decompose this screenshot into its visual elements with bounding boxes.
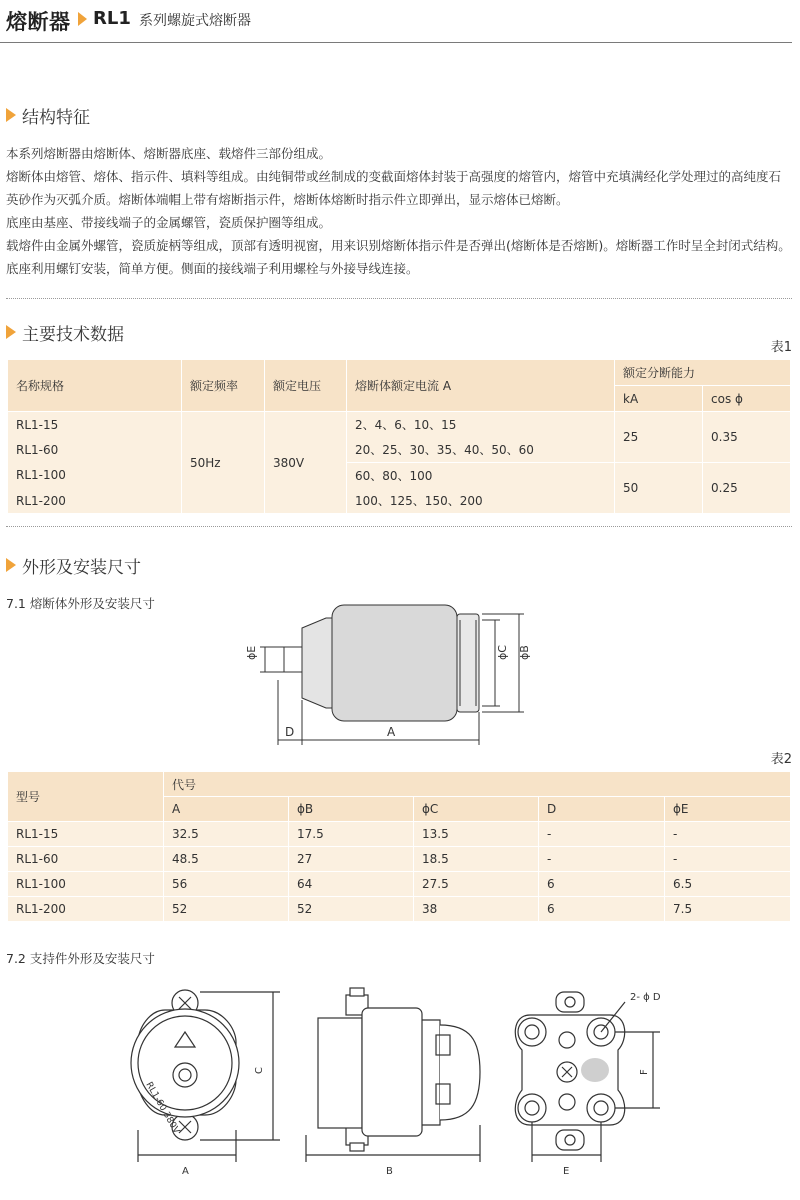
table1-label: 表1 <box>770 340 792 355</box>
fuse-link-diagram <box>230 600 540 750</box>
cell-cos: 0.25 <box>702 462 790 513</box>
end-contact <box>284 647 302 672</box>
cell-e: 6.5 <box>664 871 790 896</box>
dim-label-c: ϕC <box>496 645 509 660</box>
page-header <box>0 0 792 43</box>
section-arrow-icon <box>6 325 16 339</box>
support-diagram <box>0 980 800 1200</box>
cell-b: 52 <box>288 896 413 921</box>
cell-b: 27 <box>288 846 413 871</box>
cell-freq: 50Hz <box>181 411 264 513</box>
cell-e: 7.5 <box>664 896 790 921</box>
cell-cos: 0.35 <box>702 411 790 462</box>
header-subtitle: 系列螺旋式熔断器 <box>139 13 251 29</box>
th-freq: 额定频率 <box>181 360 264 411</box>
dimensions-table <box>8 772 790 921</box>
header-arrow-icon <box>78 12 87 26</box>
th-model: 型号 <box>8 772 163 821</box>
fuse-body <box>332 605 457 721</box>
subsection-7-2: 7.2 支持件外形及安装尺寸 <box>6 951 155 966</box>
cell-a: 48.5 <box>163 846 288 871</box>
cell-b: 17.5 <box>288 821 413 846</box>
th-code: 代号 <box>163 772 790 796</box>
dim-label-2d: 2- ϕ D <box>630 992 661 1003</box>
paragraph: 本系列熔断器由熔断体、熔断器底座、载熔件三部份组成。 <box>6 146 332 161</box>
dotted-divider <box>6 298 792 299</box>
cell-current: 100、125、150、200 <box>346 488 614 513</box>
dim-label-a: A <box>387 725 396 739</box>
dim-label-f: F <box>639 1069 650 1075</box>
th-cos: cos ϕ <box>702 385 790 411</box>
cell-current: 2、4、6、10、15 <box>346 411 614 437</box>
cell-model: RL1-200 <box>8 896 163 921</box>
dim-label-e: ϕE <box>245 645 258 660</box>
section-title: 主要技术数据 <box>22 325 124 345</box>
cell-model: RL1-15 <box>8 821 163 846</box>
th-c: ϕC <box>413 796 538 821</box>
cell-a: 32.5 <box>163 821 288 846</box>
cell-model: RL1-100 <box>8 871 163 896</box>
cell-name: RL1-200 <box>8 488 181 513</box>
dim-label-b: ϕB <box>518 645 531 660</box>
th-current: 熔断体额定电流 A <box>346 360 614 411</box>
cap-marking: RL1-60 380V <box>143 1080 182 1136</box>
side-view <box>306 988 480 1162</box>
dim-label-b: B <box>386 1166 393 1177</box>
cell-current: 60、80、100 <box>346 462 614 488</box>
table2-label: 表2 <box>770 752 792 767</box>
bottom-view <box>515 992 660 1162</box>
cell-c: 13.5 <box>413 821 538 846</box>
th-volt: 额定电压 <box>264 360 346 411</box>
section-arrow-icon <box>6 558 16 572</box>
paragraph: 底座由基座、带接线端子的金属螺管，瓷质保护圈等组成。 <box>6 215 332 230</box>
paragraph: 载熔件由金属外螺管，瓷质旋柄等组成，顶部有透明视窗，用来识别熔断体指示件是否弹出(熔断体是否熔断)。熔断器工作时呈全封闭式结构。底座利用螺钉安装，简单方便。侧面的接线端子利用螺栓与外接导线连接。 <box>6 238 791 276</box>
dim-label-a: A <box>182 1166 189 1177</box>
subsection-7-1: 7.1 熔断体外形及安装尺寸 <box>6 596 155 611</box>
dim-label-e: E <box>563 1166 570 1177</box>
section-arrow-icon <box>6 108 16 122</box>
structure-description <box>6 142 792 280</box>
th-d: D <box>538 796 664 821</box>
cell-volt: 380V <box>264 411 346 513</box>
cell-name: RL1-15 <box>8 411 181 437</box>
section-title: 结构特征 <box>22 108 90 128</box>
paragraph: 熔断体由熔管、熔体、指示件、填料等组成。由纯铜带或丝制成的变截面熔体封装于高强度的熔管内，熔管中充填满经化学处理过的高纯度石英砂作为灭弧介质。熔断体端帽上带有熔断指示件，熔断体熔断时指示件立即弹出，显示熔体已熔断。 <box>6 169 782 207</box>
cell-e: - <box>664 846 790 871</box>
cell-a: 56 <box>163 871 288 896</box>
cell-c: 18.5 <box>413 846 538 871</box>
th-breaking: 额定分断能力 <box>614 360 790 385</box>
cell-c: 38 <box>413 896 538 921</box>
header-series-code: RL1 <box>93 8 131 29</box>
cell-d: - <box>538 846 664 871</box>
cell-a: 52 <box>163 896 288 921</box>
tech-data-table <box>8 360 790 513</box>
left-end-cap <box>302 618 332 708</box>
cell-b: 64 <box>288 871 413 896</box>
cell-e: - <box>664 821 790 846</box>
th-b: ϕB <box>288 796 413 821</box>
front-view <box>131 990 280 1162</box>
dotted-divider <box>6 526 792 527</box>
th-ka: kA <box>614 385 702 411</box>
cell-c: 27.5 <box>413 871 538 896</box>
cell-d: 6 <box>538 896 664 921</box>
cell-ka: 25 <box>614 411 702 462</box>
cell-ka: 50 <box>614 462 702 513</box>
header-title: 熔断器 <box>6 10 71 34</box>
th-e: ϕE <box>664 796 790 821</box>
cell-name: RL1-60 <box>8 437 181 462</box>
dim-label-c: C <box>254 1067 265 1074</box>
cell-d: - <box>538 821 664 846</box>
th-name: 名称规格 <box>8 360 181 411</box>
section-title: 外形及安装尺寸 <box>22 558 141 578</box>
cell-d: 6 <box>538 871 664 896</box>
cell-name: RL1-100 <box>8 462 181 488</box>
cell-model: RL1-60 <box>8 846 163 871</box>
th-a: A <box>163 796 288 821</box>
dim-label-d: D <box>285 725 295 739</box>
cell-current: 20、25、30、35、40、50、60 <box>346 437 614 462</box>
